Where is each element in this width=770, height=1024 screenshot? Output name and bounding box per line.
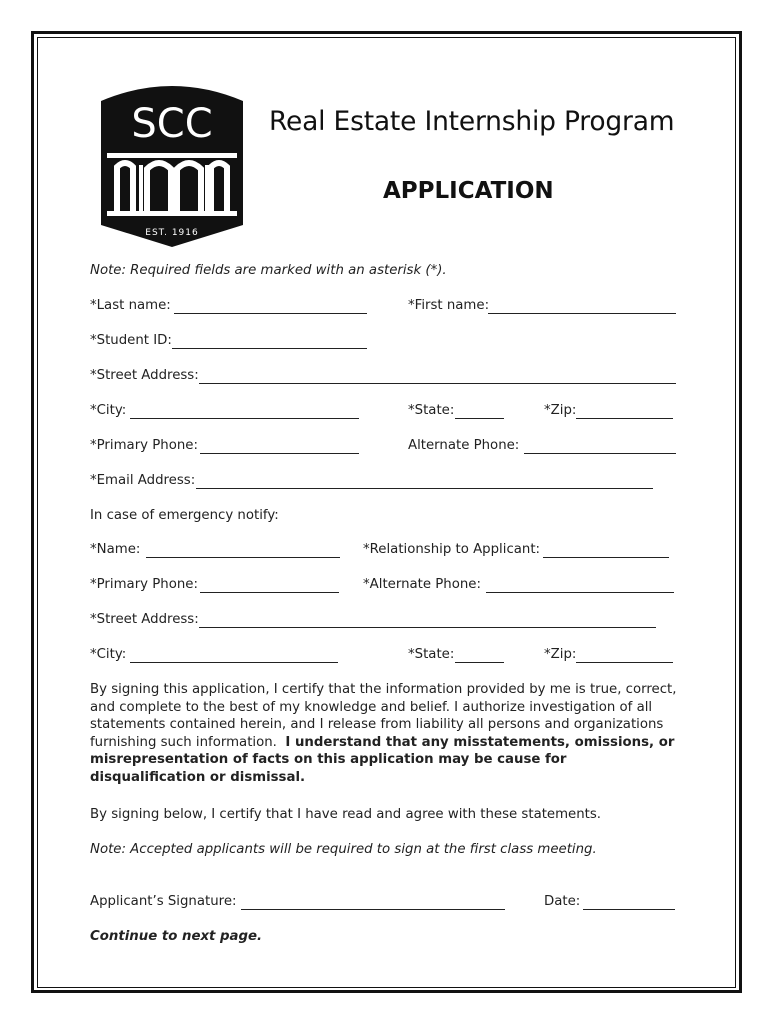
student-id-field[interactable] xyxy=(172,348,367,349)
street-address-field[interactable] xyxy=(199,383,676,384)
emergency-city-field[interactable] xyxy=(130,662,338,663)
email-field[interactable] xyxy=(196,488,653,489)
emergency-alternate-phone-label: *Alternate Phone: xyxy=(363,577,481,592)
emergency-street-address-field[interactable] xyxy=(199,627,656,628)
zip-field[interactable] xyxy=(576,418,673,419)
emergency-zip-label: *Zip: xyxy=(544,647,577,662)
street-address-label: *Street Address: xyxy=(90,368,199,383)
first-name-label: *First name: xyxy=(408,298,490,313)
city-label: *City: xyxy=(90,403,127,418)
relationship-label: *Relationship to Applicant: xyxy=(363,542,541,557)
certification-statement-bold: I understand that any misstatements, omissions, or misrepresentation of facts on this application may be cause for disqualification or dismissal. xyxy=(90,734,675,785)
last-name-label: *Last name: xyxy=(90,298,171,313)
last-name-field[interactable] xyxy=(174,313,367,314)
agree-statement: By signing below, I certify that I have read and agree with these statements. xyxy=(90,807,602,822)
emergency-city-label: *City: xyxy=(90,647,127,662)
primary-phone-field[interactable] xyxy=(200,453,359,454)
zip-label: *Zip: xyxy=(544,403,577,418)
primary-phone-label: *Primary Phone: xyxy=(90,438,198,453)
emergency-heading: In case of emergency notify: xyxy=(90,508,279,523)
email-label: *Email Address: xyxy=(90,473,196,488)
emergency-street-address-label: *Street Address: xyxy=(90,612,199,627)
logo-text: SCC xyxy=(131,101,213,147)
date-label: Date: xyxy=(544,894,581,909)
emergency-alternate-phone-field[interactable] xyxy=(486,592,674,593)
certification-paragraph xyxy=(90,681,680,786)
emergency-state-field[interactable] xyxy=(455,662,504,663)
scc-logo xyxy=(97,79,247,249)
accepted-note: Note: Accepted applicants will be required to sign at the first class meeting. xyxy=(90,842,597,857)
certification-statement: By signing this application, I certify that the information provided by me is true, correct, and complete to the best of my knowledge and belief. I authorize investigation of all statements contained herein, and I release from liability all persons and organizations furnishing such information. xyxy=(90,682,677,750)
date-field[interactable] xyxy=(583,909,675,910)
signature-label: Applicant’s Signature: xyxy=(90,894,237,909)
alternate-phone-field[interactable] xyxy=(524,453,676,454)
emergency-name-label: *Name: xyxy=(90,542,141,557)
alternate-phone-label: Alternate Phone: xyxy=(408,438,520,453)
continue-note: Continue to next page. xyxy=(90,929,263,944)
logo-established: EST. 1916 xyxy=(145,228,199,238)
city-field[interactable] xyxy=(130,418,359,419)
state-label: *State: xyxy=(408,403,455,418)
signature-field[interactable] xyxy=(241,909,505,910)
emergency-primary-phone-label: *Primary Phone: xyxy=(90,577,198,592)
required-note: Note: Required fields are marked with an asterisk (*). xyxy=(90,263,447,278)
student-id-label: *Student ID: xyxy=(90,333,172,348)
relationship-field[interactable] xyxy=(543,557,669,558)
emergency-primary-phone-field[interactable] xyxy=(200,592,339,593)
first-name-field[interactable] xyxy=(488,313,676,314)
emergency-state-label: *State: xyxy=(408,647,455,662)
form-title: APPLICATION xyxy=(383,178,554,204)
emergency-zip-field[interactable] xyxy=(576,662,673,663)
state-field[interactable] xyxy=(455,418,504,419)
emergency-name-field[interactable] xyxy=(146,557,340,558)
program-title: Real Estate Internship Program xyxy=(269,106,675,137)
